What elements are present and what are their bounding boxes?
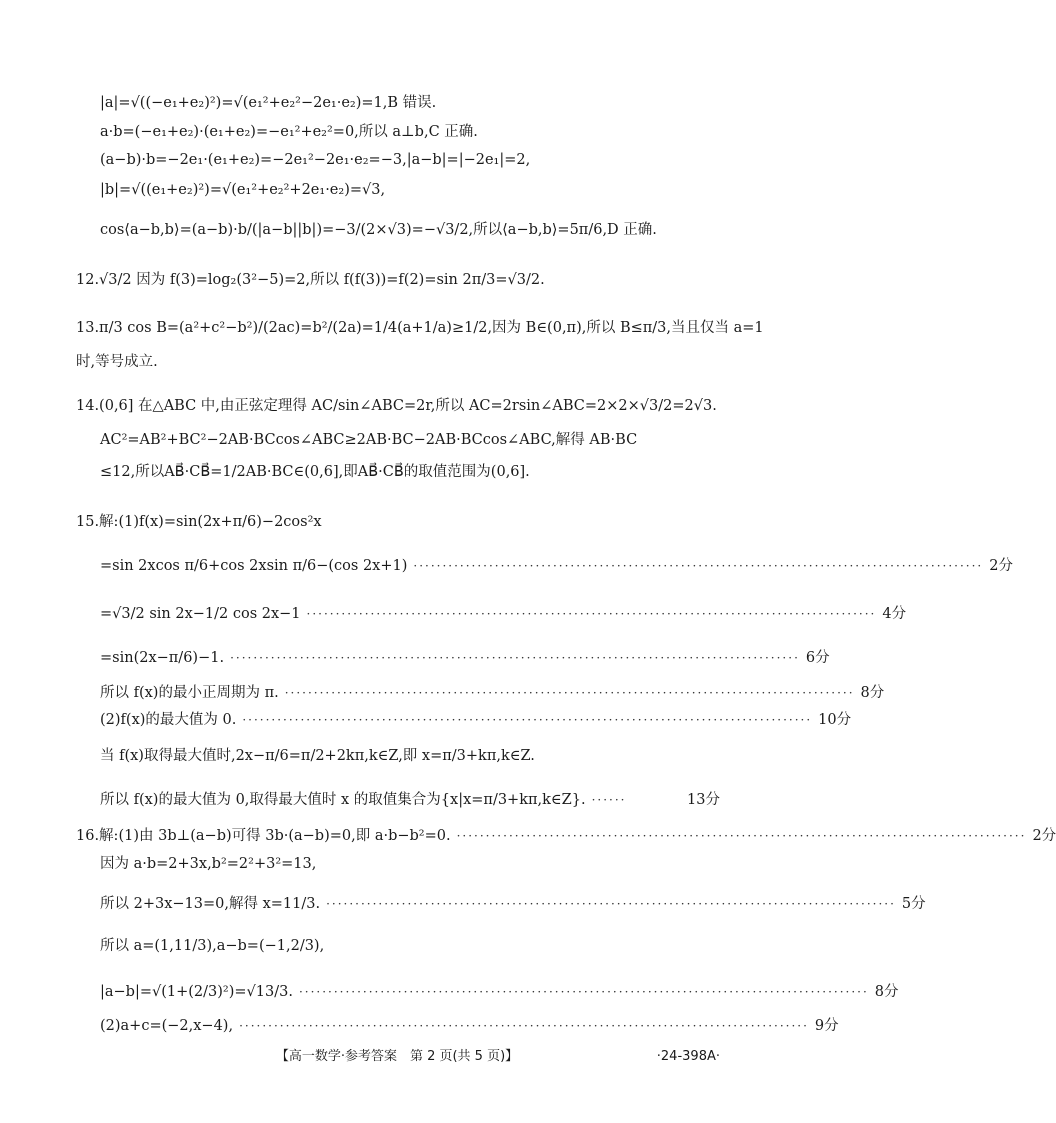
step-score: 9分 [814, 1018, 839, 1034]
scored-line [100, 790, 720, 810]
scored-line [100, 683, 885, 703]
scored-line [100, 1016, 839, 1036]
leader-dots: ·································································································· [230, 651, 800, 665]
leader-dots: ·································································································· [298, 985, 869, 999]
step-text: (2)a+c=(−2,x−4), [100, 1018, 234, 1034]
leader-dots: ·································································································· [456, 829, 1027, 843]
answer-line: (a−b)·b=−2e₁·(e₁+e₂)=−2e₁²−2e₁·e₂=−3,|a−b|=|−2e₁|=2, [100, 152, 531, 168]
step-text: 所以 f(x)的最小正周期为 π. [100, 685, 279, 701]
question-15: 15.解:(1)f(x)=sin(2x+π/6)−2cos²x [76, 514, 322, 530]
scored-line [100, 604, 907, 624]
step-text: 所以 f(x)的最大值为 0,取得最大值时 x 的取值集合为{x|x=π/3+kπ,k∈Z}. [100, 792, 586, 808]
step-score: 6分 [805, 650, 830, 666]
scored-line [100, 982, 899, 1002]
scored-line [100, 894, 926, 914]
step-score: 13分 [687, 792, 720, 808]
step-text: |a−b|=√(1+(2/3)²)=√13/3. [100, 984, 293, 1000]
question-14: 14.(0,6] 在△ABC 中,由正弦定理得 AC/sin∠ABC=2r,所以 AC=2rsin∠ABC=2×2×√3/2=2√3. [76, 398, 717, 414]
answer-line: AC²=AB²+BC²−2AB·BCcos∠ABC≥2AB·BC−2AB·BCcos∠ABC,解得 AB·BC [100, 432, 638, 448]
leader-dots: ······ [591, 793, 627, 807]
footer-code: ·24-398A· [656, 1049, 720, 1064]
step-score: 10分 [818, 712, 852, 728]
question-13: 13.π/3 cos B=(a²+c²−b²)/(2ac)=b²/(2a)=1/4(a+1/a)≥1/2,因为 B∈(0,π),所以 B≤π/3,当且仅当 a=1 [76, 320, 764, 336]
answer-line: |b|=√((e₁+e₂)²)=√(e₁²+e₂²+2e₁·e₂)=√3, [100, 182, 386, 198]
footer-title: 【高一数学·参考答案 第 2 页(共 5 页)】 [275, 1049, 519, 1064]
answer-line: 因为 a·b=2+3x,b²=2²+3²=13, [100, 856, 317, 872]
scored-line [100, 556, 1013, 576]
leader-dots: ·································································································· [326, 897, 896, 911]
leader-dots: ·································································································· [284, 686, 855, 700]
step-score: 8分 [860, 685, 885, 701]
leader-dots: ·································································································· [239, 1019, 809, 1033]
step-text: 16.解:(1)由 3b⊥(a−b)可得 3b·(a−b)=0,即 a·b−b²=0. [76, 828, 451, 844]
step-text: =sin(2x−π/6)−1. [100, 650, 225, 666]
step-score: 8分 [874, 984, 899, 1000]
step-score: 4分 [882, 606, 907, 622]
scored-line [100, 710, 852, 730]
leader-dots: ·································································································· [413, 559, 984, 573]
answer-line: |a|=√((−e₁+e₂)²)=√(e₁²+e₂²−2e₁·e₂)=1,B 错误. [100, 95, 437, 111]
answer-line: cos⟨a−b,b⟩=(a−b)·b/(|a−b||b|)=−3/(2×√3)=−√3/2,所以⟨a−b,b⟩=5π/6,D 正确. [100, 222, 657, 238]
step-score: 5分 [901, 896, 926, 912]
step-score: 2分 [1032, 828, 1056, 844]
scored-line [100, 648, 830, 668]
answer-line: ≤12,所以AB⃗·CB⃗=1/2AB·BC∈(0,6],即AB⃗·CB⃗的取值范围为(0,6]. [100, 464, 530, 480]
answer-line: 所以 a=(1,11/3),a−b=(−1,2/3), [100, 938, 325, 954]
step-text: =√3/2 sin 2x−1/2 cos 2x−1 [100, 606, 301, 622]
answer-line: 时,等号成立. [76, 354, 158, 370]
step-score: 2分 [989, 558, 1013, 574]
step-text: 所以 2+3x−13=0,解得 x=11/3. [100, 896, 321, 912]
step-text: =sin 2xcos π/6+cos 2xsin π/6−(cos 2x+1) [100, 558, 408, 574]
answer-line: 当 f(x)取得最大值时,2x−π/6=π/2+2kπ,k∈Z,即 x=π/3+kπ,k∈Z. [100, 748, 535, 764]
leader-dots: ·································································································· [306, 607, 877, 621]
answer-line: a·b=(−e₁+e₂)·(e₁+e₂)=−e₁²+e₂²=0,所以 a⊥b,C 正确. [100, 124, 478, 140]
question-12: 12.√3/2 因为 f(3)=log₂(3²−5)=2,所以 f(f(3))=f(2)=sin 2π/3=√3/2. [76, 272, 545, 288]
leader-dots: ·································································································· [242, 713, 813, 727]
step-text: (2)f(x)的最大值为 0. [100, 712, 237, 728]
question-16 [76, 826, 1056, 846]
